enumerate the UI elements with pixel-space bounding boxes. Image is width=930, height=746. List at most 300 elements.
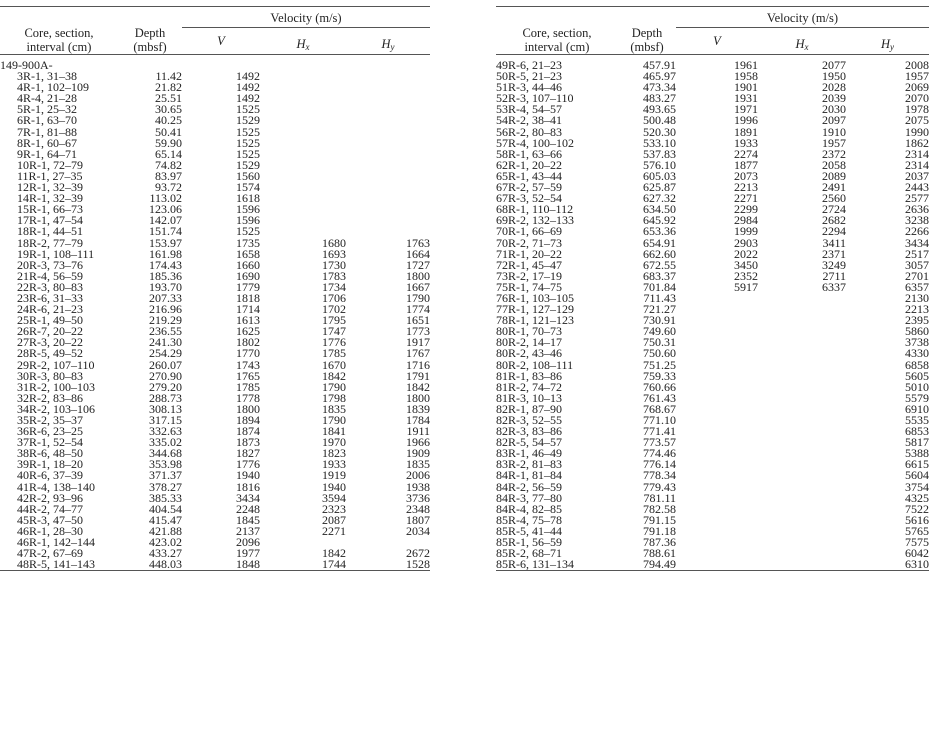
hy-cell: 3238 [905,213,930,228]
core-interval-cell: 85R-5, 41–44 [496,523,562,538]
core-interval-cell: 80R-2, 108–111 [496,357,574,372]
core-interval-cell: 12R-1, 32–39 [17,180,83,195]
hx-cell: 2294 [822,224,846,239]
header-depth [618,7,676,55]
v-cell: 1613 [236,313,260,328]
depth-cell: 371.37 [149,468,182,483]
core-interval-cell: 69R-2, 132–133 [496,213,574,228]
core-interval-cell: 9R-1, 64–71 [17,146,77,161]
depth-cell: 751.25 [643,357,676,372]
depth-cell: 153.97 [149,235,182,250]
v-cell: 1845 [236,512,260,527]
core-interval-cell: 3R-1, 31–38 [17,69,77,84]
v-cell: 2903 [734,235,758,250]
core-interval-cell: 14R-1, 32–39 [17,191,83,206]
hx-cell [260,182,346,193]
header-depth-unit: (mbsf) [630,40,664,54]
depth-cell: 378.27 [149,479,182,494]
core-interval-cell: 54R-2, 38–41 [496,113,562,128]
core-interval-cell: 81R-3, 10–13 [496,390,562,405]
v-cell: 3434 [236,490,260,505]
hx-cell [260,193,346,204]
hx-cell: 1940 [322,479,346,494]
hx-cell: 2089 [822,168,846,183]
depth-cell: 216.96 [149,302,182,317]
hx-cell [758,493,846,504]
header-core-line1: Core, section, [522,26,592,40]
hy-cell: 5388 [905,446,930,461]
v-cell [676,315,758,326]
v-cell: 1977 [236,546,260,561]
depth-cell: 174.43 [149,257,182,272]
core-interval-cell: 72R-1, 45–47 [496,257,562,272]
v-cell: 1996 [734,113,758,128]
header-depth-label: Depth [631,26,663,40]
hy-cell: 2008 [905,58,930,72]
depth-cell: 142.07 [149,213,182,228]
hx-cell: 1790 [322,413,346,427]
core-interval-cell: 56R-2, 80–83 [496,124,562,139]
v-cell [676,337,758,348]
depth-cell: 672.55 [643,257,676,272]
hy-cell: 2037 [905,168,930,183]
hy-cell: 2348 [406,501,431,516]
hy-cell: 1839 [406,401,431,416]
hy-cell: 2075 [905,113,930,128]
depth-cell: 654.91 [643,235,676,250]
core-interval-cell: 82R-5, 54–57 [496,435,562,450]
v-cell: 1525 [236,124,260,139]
depth-cell: 93.72 [155,180,182,195]
hx-cell: 1970 [322,435,346,450]
depth-cell: 151.74 [149,224,182,239]
core-interval-cell: 51R-3, 44–46 [496,80,562,95]
v-cell: 1778 [236,390,260,405]
v-cell: 1625 [236,324,260,339]
depth-cell: 83.97 [155,168,182,183]
hx-cell: 2560 [822,191,846,206]
hx-cell [758,371,846,382]
core-interval-cell: 82R-3, 52–55 [496,413,562,427]
v-cell: 1525 [236,224,260,239]
depth-cell: 759.33 [643,368,676,383]
hy-cell: 6615 [905,457,930,472]
header-core-line2: interval (cm) [524,40,590,54]
hx-cell: 1680 [322,235,346,250]
depth-cell: 771.10 [643,413,676,427]
v-cell [676,548,758,559]
hx-cell: 1776 [322,335,346,350]
core-interval-cell: 32R-2, 83–86 [17,390,83,405]
hy-cell: 5579 [905,390,930,405]
v-cell: 1827 [236,446,260,461]
v-cell: 1529 [236,157,260,172]
depth-cell: 627.32 [643,191,676,206]
depth-cell: 279.20 [149,379,182,394]
hy-cell: 2577 [905,191,930,206]
header-v: V [217,34,225,48]
core-interval-cell: 84R-1, 81–84 [496,468,562,483]
hx-cell: 1842 [322,368,346,383]
v-cell: 1940 [236,468,260,483]
hx-cell [758,315,846,326]
hx-cell: 3249 [822,257,846,272]
depth-cell: 537.83 [643,146,676,161]
hx-cell [758,404,846,415]
v-cell: 1818 [236,290,260,305]
core-interval-cell: 29R-2, 107–110 [17,357,95,372]
v-cell: 2299 [734,202,758,217]
velocity-table-left [0,6,430,571]
core-interval-cell: 21R-4, 56–59 [17,268,83,283]
depth-cell: 185.36 [149,268,182,283]
hx-cell [758,515,846,526]
hx-cell: 2077 [822,58,846,72]
hy-cell: 1909 [406,446,431,461]
hy-cell: 2130 [905,290,930,305]
core-interval-cell: 26R-7, 20–22 [17,324,83,339]
core-interval-cell: 49R-6, 21–23 [496,58,562,72]
hx-cell [758,470,846,481]
v-cell [676,504,758,515]
core-interval-cell: 38R-6, 48–50 [17,446,83,461]
core-interval-cell: 20R-3, 73–76 [17,257,83,272]
core-interval-cell: 76R-1, 103–105 [496,290,574,305]
table-row [496,559,929,571]
hy-cell: 2213 [905,302,930,317]
core-interval-cell: 28R-5, 49–52 [17,346,83,361]
hy-cell: 1917 [406,335,431,350]
hy-cell [346,215,430,226]
core-interval-cell: 36R-6, 23–25 [17,424,83,439]
hx-cell [758,559,846,571]
hy-cell: 2701 [905,268,930,283]
depth-cell: 776.14 [643,457,676,472]
depth-cell: 768.67 [643,401,676,416]
core-interval-cell: 18R-2, 77–79 [17,235,83,250]
depth-cell: 219.29 [149,313,182,328]
depth-cell: 423.02 [149,535,182,550]
hy-cell: 3434 [905,235,930,250]
core-interval-cell: 65R-1, 43–44 [496,168,562,183]
hy-cell [346,71,430,82]
hx-cell: 1835 [322,401,346,416]
hy-cell: 2034 [406,523,431,538]
depth-cell: 473.34 [643,80,676,95]
v-cell [676,559,758,571]
depth-cell: 662.60 [643,246,676,261]
depth-cell: 59.90 [155,135,182,150]
hy-cell: 1773 [406,324,431,339]
hx-cell [758,415,846,426]
core-interval-cell: 5R-1, 25–32 [17,102,77,117]
depth-cell: 465.97 [643,69,676,84]
hy-cell: 1862 [905,135,930,150]
hx-cell: 2097 [822,113,846,128]
core-interval-cell: 71R-1, 20–22 [496,246,562,261]
depth-cell: 576.10 [643,157,676,172]
hx-cell [758,337,846,348]
hx-cell [758,382,846,393]
depth-cell: 193.70 [149,279,182,294]
hy-cell: 1790 [406,290,431,305]
core-interval-cell: 70R-1, 66–69 [496,224,562,239]
v-cell: 1525 [236,135,260,150]
core-interval-cell: 57R-4, 100–102 [496,135,574,150]
depth-cell: 787.36 [643,535,676,550]
hx-cell [758,393,846,404]
hx-cell: 1783 [322,268,346,283]
hx-cell: 1785 [322,346,346,361]
hy-cell: 1835 [406,457,431,472]
depth-cell: 774.46 [643,446,676,461]
hy-cell: 7522 [905,501,930,516]
v-cell [676,404,758,415]
depth-cell: 207.33 [149,290,182,305]
v-cell: 2137 [236,523,260,538]
header-hy: $H_y$ [381,37,395,52]
hy-cell: 7575 [905,535,930,550]
hx-cell [260,127,346,138]
hy-cell: 1966 [406,435,431,450]
hy-cell: 5616 [905,512,930,527]
hx-cell: 1730 [322,257,346,272]
core-interval-cell: 68R-1, 110–112 [496,202,574,217]
core-interval-cell: 84R-3, 77–80 [496,490,562,505]
hx-cell: 1670 [322,357,346,372]
hx-cell: 1734 [322,279,346,294]
hx-cell: 1933 [322,457,346,472]
hy-cell: 6858 [905,357,930,372]
hy-cell: 6357 [905,279,930,294]
v-cell: 2073 [734,168,758,183]
v-cell: 1658 [236,246,260,261]
hy-cell: 1990 [905,124,930,139]
hx-cell [260,82,346,93]
v-cell: 1735 [236,235,260,250]
depth-cell: 779.43 [643,479,676,494]
v-cell: 1961 [734,58,758,72]
core-interval-cell: 81R-2, 74–72 [496,379,562,394]
depth-cell: 40.25 [155,113,182,128]
depth-cell: 270.90 [149,368,182,383]
v-cell: 1877 [734,157,758,172]
hx-cell: 6337 [822,279,846,294]
depth-cell: 113.02 [149,191,182,206]
header-hx: $H_x$ [296,37,310,52]
depth-cell: 778.34 [643,468,676,483]
depth-cell: 353.98 [149,457,182,472]
core-interval-cell: 47R-2, 67–69 [17,546,83,561]
hx-cell [758,426,846,437]
header-hy: $H_y$ [880,37,895,52]
table-left-body [0,55,430,571]
hx-cell [260,149,346,160]
hy-cell: 1807 [406,512,431,527]
core-interval-cell: 53R-4, 54–57 [496,102,562,117]
hx-cell: 1744 [322,557,346,572]
core-interval-cell: 84R-2, 56–59 [496,479,562,494]
depth-cell: 448.03 [149,557,182,572]
hx-cell [260,171,346,182]
depth-cell: 750.60 [643,346,676,361]
hy-cell: 1767 [406,346,431,361]
v-cell: 1779 [236,279,260,294]
hx-cell: 2711 [822,268,846,283]
hy-cell: 2006 [406,468,431,483]
v-cell: 1690 [236,268,260,283]
depth-cell: 25.51 [155,91,182,106]
hx-cell: 1693 [322,246,346,261]
hy-cell: 4325 [905,490,930,505]
core-interval-cell: 11R-1, 27–35 [17,168,83,183]
hx-cell: 1823 [322,446,346,461]
v-cell: 1931 [734,91,758,106]
depth-cell: 433.27 [149,546,182,561]
core-interval-cell: 80R-2, 14–17 [496,335,562,350]
depth-cell: 308.13 [149,401,182,416]
hy-cell: 2395 [905,313,930,328]
v-cell [676,459,758,470]
hy-cell: 1800 [406,268,431,283]
core-interval-cell: 27R-3, 20–22 [17,335,83,350]
hy-cell: 4330 [905,346,930,361]
hx-cell [758,304,846,315]
depth-cell: 711.43 [643,290,676,305]
core-interval-cell: 8R-1, 60–67 [17,135,77,150]
hx-cell: 1798 [322,390,346,405]
core-interval-cell: 73R-2, 17–19 [496,268,562,283]
hy-cell [346,193,430,204]
hx-cell: 2372 [822,146,846,161]
core-interval-cell: 4R-1, 102–109 [17,80,89,95]
depth-cell: 317.15 [149,413,182,427]
hx-cell [260,204,346,215]
depth-cell: 683.37 [643,268,676,283]
header-core-line2: interval (cm) [26,40,92,54]
depth-cell: 533.10 [643,135,676,150]
core-interval-cell: 39R-1, 18–20 [17,457,83,472]
header-velocity: Velocity (m/s) [182,11,430,28]
depth-cell: 761.43 [643,390,676,405]
core-interval-cell: 82R-3, 83–86 [496,424,562,439]
depth-cell: 161.98 [149,246,182,261]
hx-cell: 3594 [322,490,346,505]
hy-cell [346,93,430,104]
hx-cell: 1790 [322,379,346,394]
v-cell [676,393,758,404]
hy-cell: 1774 [406,302,431,317]
header-depth-label: Depth [134,26,166,40]
hx-cell [758,326,846,337]
header-velocity: Velocity (m/s) [676,11,929,28]
v-cell [676,448,758,459]
v-cell [676,537,758,548]
v-cell: 1776 [236,457,260,472]
hy-cell [346,182,430,193]
v-cell [676,470,758,481]
hy-cell: 6853 [905,424,930,439]
hy-cell: 1651 [406,313,431,328]
v-cell [676,360,758,371]
hy-cell: 3738 [905,335,930,350]
v-cell: 1874 [236,424,260,439]
core-interval-cell: 48R-5, 141–143 [17,557,95,572]
v-cell: 1743 [236,357,260,372]
hy-cell [346,149,430,160]
hy-cell [346,104,430,115]
hx-cell: 1842 [322,546,346,561]
v-cell: 1560 [236,168,260,183]
hy-cell: 5605 [905,368,930,383]
core-interval-cell: 24R-6, 21–23 [17,302,83,317]
hy-cell: 1763 [406,235,431,250]
depth-cell: 781.11 [643,490,676,505]
v-cell: 1596 [236,213,260,228]
depth-cell: 645.92 [643,213,676,228]
hx-cell [260,215,346,226]
hy-cell: 2314 [905,146,930,161]
depth-cell: 500.48 [643,113,676,128]
hx-cell [260,93,346,104]
hy-cell: 1791 [406,368,431,383]
depth-cell: 794.49 [643,557,676,572]
core-interval-cell: 7R-1, 81–88 [17,124,77,139]
hx-cell: 1706 [322,290,346,305]
table-right [496,6,929,571]
hy-cell [346,204,430,215]
hy-cell: 2070 [905,91,930,106]
hy-cell: 5535 [905,413,930,427]
hx-cell: 2682 [822,213,846,228]
v-cell: 1800 [236,401,260,416]
velocity-table-right [496,6,929,571]
hy-cell [346,171,430,182]
table-right-header [496,7,929,55]
hx-cell: 2724 [822,202,846,217]
v-cell: 1933 [734,135,758,150]
depth-cell: 749.60 [643,324,676,339]
v-cell [676,426,758,437]
depth-cell: 791.18 [643,523,676,538]
depth-cell: 625.87 [643,180,676,195]
core-interval-cell: 77R-1, 127–129 [496,302,574,317]
core-interval-cell: 62R-1, 20–22 [496,157,562,172]
depth-cell: 260.07 [149,357,182,372]
core-interval-cell: 46R-1, 28–30 [17,523,83,538]
hy-cell: 1800 [406,390,431,405]
depth-cell: 771.41 [643,424,676,439]
v-cell: 1765 [236,368,260,383]
core-interval-cell: 35R-2, 35–37 [17,413,83,427]
core-interval-cell: 31R-2, 100–103 [17,379,95,394]
hx-cell: 2028 [822,80,846,95]
core-interval-cell: 50R-5, 21–23 [496,69,562,84]
hx-cell: 2491 [822,180,846,195]
hx-cell: 1910 [822,124,846,139]
hy-cell: 3057 [905,257,930,272]
hx-cell: 1795 [322,313,346,328]
core-interval-cell: 22R-3, 80–83 [17,279,83,294]
depth-cell: 782.58 [643,501,676,516]
header-hx: $H_x$ [795,37,809,52]
hy-cell: 2314 [905,157,930,172]
hx-cell: 2371 [822,246,846,261]
hx-cell [758,537,846,548]
v-cell: 2248 [236,501,260,516]
hy-cell: 5860 [905,324,930,339]
v-cell: 1529 [236,113,260,128]
